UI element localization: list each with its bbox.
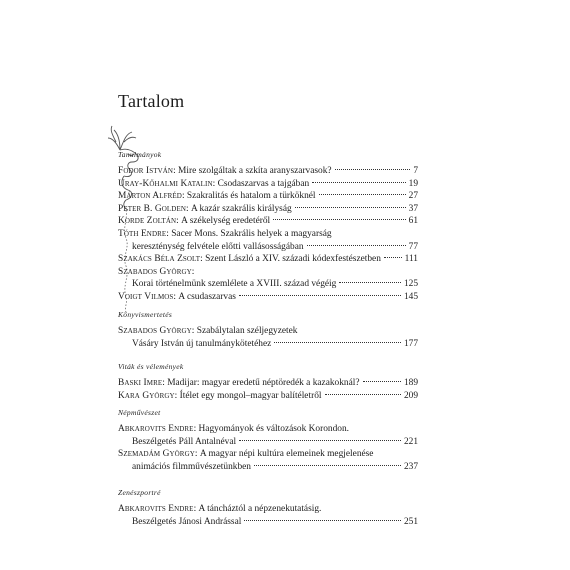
entry-title: A csudaszarvas <box>178 291 236 302</box>
entry-page: 77 <box>408 241 418 252</box>
leader-dots <box>295 207 406 208</box>
entry-author: Kara György <box>118 390 175 401</box>
toc-entry[interactable]: Kara György : Ítélet egy mongol–magyar balítéletről 209 <box>118 390 418 401</box>
entry-title-continued: Beszélgetés Páll Antalnéval <box>132 436 237 447</box>
leader-dots <box>363 381 401 382</box>
entry-title: A táncháztól a népzenekutatásig. <box>198 504 322 514</box>
leader-dots <box>274 342 401 343</box>
entry-page: 237 <box>403 461 418 472</box>
section-vitak-es-velemenyek <box>118 362 418 402</box>
toc-entry[interactable]: Tóth Endre : Sacer Mons. Szakrális helyek a magyarság kereszténység felvétele előtti vallásosságában 77 <box>118 228 418 252</box>
entry-title: A magyar népi kultúra elemeinek megjelenése <box>199 449 374 460</box>
leader-dots <box>384 257 402 258</box>
toc-entry[interactable]: Fodor István : Mire szolgáltak a szkíta aranyszarvasok? 7 <box>118 166 418 176</box>
entry-author: Tóth Endre <box>118 228 167 239</box>
entry-author: Szemadám György <box>118 449 195 460</box>
entry-page: 19 <box>408 178 418 189</box>
entry-title: Szabálytalan széljegyzetek <box>196 326 298 336</box>
toc-entry[interactable]: Abkarovits Endre : Hagyományok és változások Korondon. Beszélgetés Páll Antalnéval 221 <box>118 424 418 447</box>
entry-author: Szabados György <box>118 326 192 336</box>
entry-page: 7 <box>413 166 418 176</box>
leader-dots <box>239 295 401 296</box>
leader-dots <box>312 182 405 183</box>
section-tanulmanyok <box>118 150 418 304</box>
entry-title: A kazár szakrális királyság <box>190 203 292 214</box>
section-title: Zenészportré <box>118 488 161 497</box>
toc-entry[interactable]: Peter B. Golden : A kazár szakrális királyság 37 <box>118 203 418 214</box>
section-title: Népművészet <box>118 408 161 417</box>
entry-title-continued: kereszténység felvétele előtti vallásosságában <box>132 241 304 252</box>
section-nepmuveszet <box>118 408 418 473</box>
leader-dots <box>335 169 411 170</box>
entry-title: Szakralitás és hatalom a türköknél <box>186 191 316 202</box>
entry-page: 209 <box>403 390 418 401</box>
toc-entry[interactable]: Szemadám György : A magyar népi kultúra elemeinek megjelenése animációs filmművészetünkben 237 <box>118 449 418 472</box>
section-title: Könyvismertetés <box>118 310 173 319</box>
entry-title-continued: Vásáry István új tanulmánykötetéhez <box>132 338 272 349</box>
entry-page: 145 <box>403 291 418 302</box>
entry-author: Uray-Kőhalmi Katalin <box>118 178 213 189</box>
entry-author: Voigt Vilmos <box>118 291 174 302</box>
toc-entry[interactable]: Abkarovits Endre : A táncháztól a népzenekutatásig. Beszélgetés Jánosi Andrással 251 <box>118 504 418 527</box>
entry-author: Szabados György <box>118 266 192 277</box>
entry-title: Csodaszarvas a tajgában <box>217 178 310 189</box>
entry-title: Hagyományok és változások Korondon. <box>198 424 350 434</box>
toc-entry[interactable]: Baski Imre : Madijar: magyar eredetű néptöredék a kazakoknál? 189 <box>118 378 418 388</box>
entry-title: A székelység eredetéről <box>181 216 271 227</box>
entry-author: Abkarovits Endre <box>118 424 194 434</box>
entry-page: 221 <box>403 436 418 447</box>
toc-entry[interactable]: Szabados György : Korai történelmünk szemlélete a XVIII. század végéig 125 <box>118 266 418 290</box>
leader-dots <box>244 520 401 521</box>
entry-title: Madijar: magyar eredetű néptöredék a kazakoknál? <box>167 378 360 388</box>
leader-dots <box>319 194 406 195</box>
toc-entry[interactable]: Márton Alfréd : Szakralitás és hatalom a türköknél 27 <box>118 191 418 202</box>
toc-entry[interactable]: Korde Zoltán : A székelység eredetéről 61 <box>118 216 418 227</box>
entry-page: 251 <box>403 516 418 527</box>
entry-page: 189 <box>403 378 418 388</box>
entry-author: Márton Alfréd <box>118 191 182 202</box>
entry-title: Ítélet egy mongol–magyar balítéletről <box>179 390 322 401</box>
section-title: Tanulmányok <box>118 150 162 159</box>
entry-title-continued: animációs filmművészetünkben <box>132 461 251 472</box>
entry-author: Korde Zoltán <box>118 216 177 227</box>
entry-page: 27 <box>408 191 418 202</box>
leader-dots <box>254 465 401 466</box>
entry-title: Mire szolgáltak a szkíta aranyszarvasok? <box>178 166 332 176</box>
entry-author: Fodor István <box>118 166 174 176</box>
entry-page: 37 <box>408 203 418 214</box>
entry-author: Baski Imre <box>118 378 163 388</box>
section-title: Viták és vélemények <box>118 362 184 371</box>
toc-entry[interactable]: Szabados György : Szabálytalan széljegyzetek Vásáry István új tanulmánykötetéhez 177 <box>118 326 418 349</box>
section-zeneszportre <box>118 488 418 528</box>
page-title: Tartalom <box>118 91 185 111</box>
entry-title-continued: Beszélgetés Jánosi Andrással <box>132 516 242 527</box>
entry-author: Abkarovits Endre <box>118 504 194 514</box>
leader-dots <box>239 440 401 441</box>
entry-page: 61 <box>408 216 418 227</box>
toc-entry[interactable]: Voigt Vilmos : A csudaszarvas 145 <box>118 291 418 302</box>
entry-page: 125 <box>403 279 418 290</box>
section-konyvismertetes <box>118 310 418 350</box>
entry-title: Korai történelmünk szemlélete a XVIII. század végéig <box>132 279 337 290</box>
leader-dots <box>339 282 401 283</box>
entry-title: Sacer Mons. Szakrális helyek a magyarság <box>171 228 332 239</box>
leader-dots <box>325 394 401 395</box>
leader-dots <box>273 219 405 220</box>
entry-page: 177 <box>403 338 418 349</box>
entry-title: Szent László a XIV. századi kódexfestészetben <box>205 254 381 265</box>
entry-page: 111 <box>404 254 418 265</box>
leader-dots <box>307 245 406 246</box>
toc-entry[interactable]: Uray-Kőhalmi Katalin : Csodaszarvas a tajgában 19 <box>118 178 418 189</box>
toc-entry[interactable]: Szakács Béla Zsolt : Szent László a XIV. századi kódexfestészetben 111 <box>118 254 418 265</box>
entry-author: Peter B. Golden <box>118 203 186 214</box>
entry-author: Szakács Béla Zsolt <box>118 254 201 265</box>
